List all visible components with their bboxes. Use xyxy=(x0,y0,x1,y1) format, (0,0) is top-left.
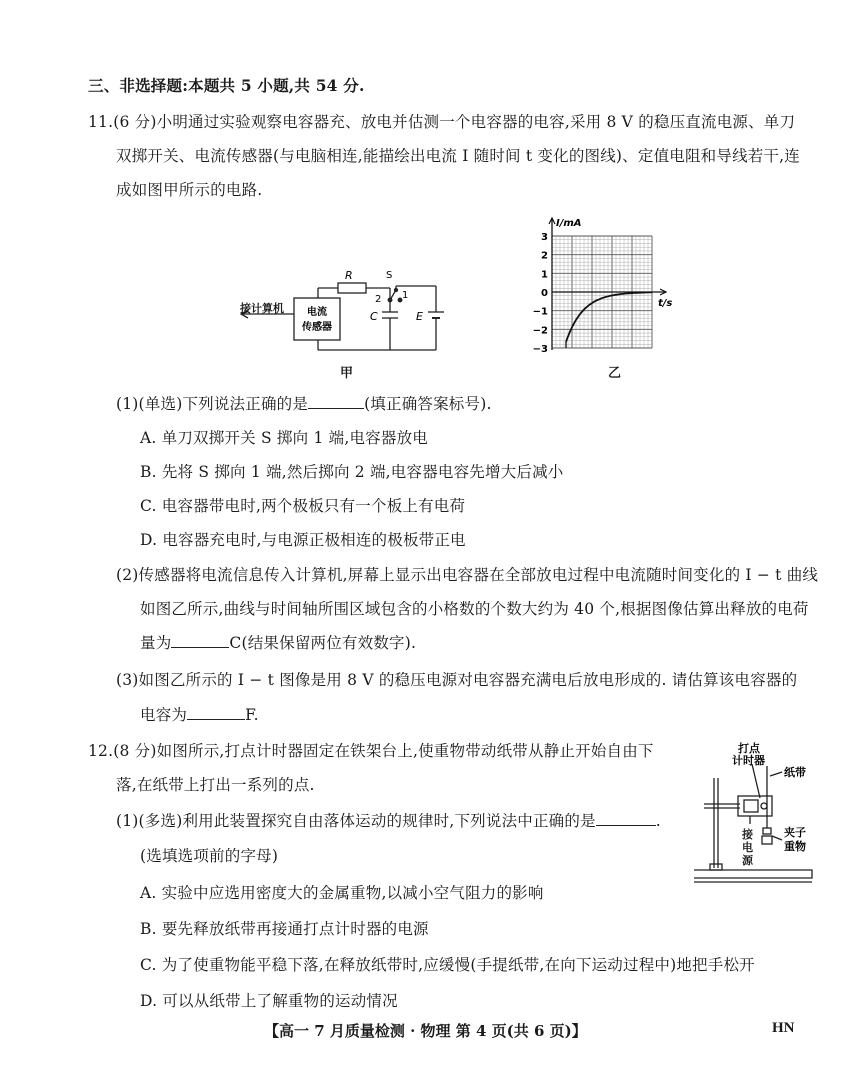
x-axis-label: t/s xyxy=(658,298,673,309)
q12-part1-stem xyxy=(116,811,661,831)
figure-yi-caption: 乙 xyxy=(608,366,622,381)
footer-text: 【高一 7 月质量检测 · 物理 第 4 页(共 6 页)】 xyxy=(264,1022,587,1040)
q11-part1-text-after: (填正确答案标号). xyxy=(364,395,492,413)
q12-part1-text: (1)(多选)利用此装置探究自由落体运动的规律时,下列说法中正确的是 xyxy=(116,812,596,830)
q11-stem-line-3: 成如图甲所示的电路. xyxy=(116,181,263,199)
y-tick-label: −2 xyxy=(532,325,548,337)
q11-part3-text: 电容为 xyxy=(140,706,188,724)
y-axis-label: I/mA xyxy=(556,218,582,229)
q11-part2-line-1: (2)传感器将电流信息传入计算机,屏幕上显示出电容器在全部放电过程中电流随时间变化的 I − t 曲线 xyxy=(116,566,819,584)
q11-part2-line-3 xyxy=(140,633,416,653)
q11-part3-answer-blank[interactable] xyxy=(187,705,245,720)
q11-part2-line-2: 如图乙所示,曲线与时间轴所围区域包含的小格数的个数大约为 40 个,根据图像估算出释放的电荷 xyxy=(140,600,809,618)
capacitor-label: C xyxy=(370,310,378,323)
q11-part1-stem xyxy=(116,394,492,414)
switch-label: S xyxy=(386,270,393,281)
q11-part3-line-1: (3)如图乙所示的 I − t 图像是用 8 V 的稳压电源对电容器充满电后放电形成的. 请估算该电容器的 xyxy=(116,671,798,689)
q12-part1-note: (选填选项前的字母) xyxy=(140,847,279,865)
resistor-label: R xyxy=(345,269,353,282)
q12-option-d: D. 可以从纸带上了解重物的运动情况 xyxy=(140,992,398,1010)
discharge-curve xyxy=(566,292,652,342)
q11-option-b: B. 先将 S 掷向 1 端,然后掷向 2 端,电容器电容先增大后减小 xyxy=(140,463,564,481)
q11-part2-text-after: C(结果保留两位有效数字). xyxy=(229,634,417,652)
q11-stem-line-2: 双掷开关、电流传感器(与电脑相连,能描绘出电流 I 随时间 t 变化的图线)、定值电阻和导线若干,连 xyxy=(116,147,801,165)
q11-option-d: D. 电容器充电时,与电源正极相连的极板带正电 xyxy=(140,531,466,549)
switch-terminal-2: 2 xyxy=(375,294,382,305)
figure-jia-caption: 甲 xyxy=(340,366,354,381)
q12-part1-answer-blank[interactable] xyxy=(596,811,656,826)
q12-option-c: C. 为了使重物能平稳下落,在释放纸带时,应缓慢(手提纸带,在向下运动过程中)地把手松开 xyxy=(140,956,755,974)
q11-stem-line-1: 11.(6 分)小明通过实验观察电容器充、放电并估测一个电容器的电容,采用 8 V 的稳压直流电源、单刀 xyxy=(88,113,796,131)
q11-part3-text-after: F. xyxy=(245,706,259,724)
section-title: 三、非选择题:本题共 5 小题,共 54 分. xyxy=(88,76,365,95)
y-tick-label: 0 xyxy=(541,288,548,299)
q11-part2-text: 量为 xyxy=(140,634,172,652)
y-tick-label: 2 xyxy=(541,250,548,262)
y-tick-label: −1 xyxy=(532,306,548,318)
q12-part1-text-after: . xyxy=(655,812,661,830)
q11-part1-text: (1)(单选)下列说法正确的是 xyxy=(116,395,309,413)
weight-label: 重物 xyxy=(784,840,806,853)
resistor-symbol xyxy=(338,283,366,293)
to-computer-label: 接计算机 xyxy=(240,302,284,315)
y-tick-label: 3 xyxy=(541,232,548,243)
clamp-label: 夹子 xyxy=(784,826,806,839)
sensor-label-2: 传感器 xyxy=(302,322,332,333)
footer-code: HN xyxy=(772,1020,795,1036)
timer-label-2: 计时器 xyxy=(732,754,765,767)
q12-stem-line-1: 12.(8 分)如图所示,打点计时器固定在铁架台上,使重物带动纸带从静止开始自由下 xyxy=(88,742,654,760)
free-fall-apparatus xyxy=(690,740,816,890)
q11-part1-answer-blank[interactable] xyxy=(308,394,364,409)
q11-option-a: A. 单刀双掷开关 S 掷向 1 端,电容器放电 xyxy=(140,429,428,447)
weight-block xyxy=(762,836,772,844)
current-time-graph xyxy=(526,216,686,358)
q11-part3-line-2 xyxy=(140,705,259,725)
q11-option-c: C. 电容器带电时,两个极板只有一个板上有电荷 xyxy=(140,497,466,515)
q12-option-b: B. 要先释放纸带再接通打点计时器的电源 xyxy=(140,920,429,938)
battery-label: E xyxy=(416,310,423,323)
current-sensor-box xyxy=(294,298,340,340)
timer-label-1: 打点 xyxy=(738,742,760,755)
switch-terminal-1: 1 xyxy=(402,290,409,301)
q12-stem-line-2: 落,在纸带上打出一系列的点. xyxy=(116,776,315,794)
q12-option-a: A. 实验中应选用密度大的金属重物,以减小空气阻力的影响 xyxy=(140,884,544,902)
sensor-label-1: 电流 xyxy=(307,307,327,318)
tape-label: 纸带 xyxy=(784,766,806,779)
q11-part2-answer-blank[interactable] xyxy=(171,633,229,648)
y-tick-label: −3 xyxy=(532,344,548,355)
power-label: 接电源 xyxy=(742,828,753,867)
y-tick-label: 1 xyxy=(541,269,548,281)
